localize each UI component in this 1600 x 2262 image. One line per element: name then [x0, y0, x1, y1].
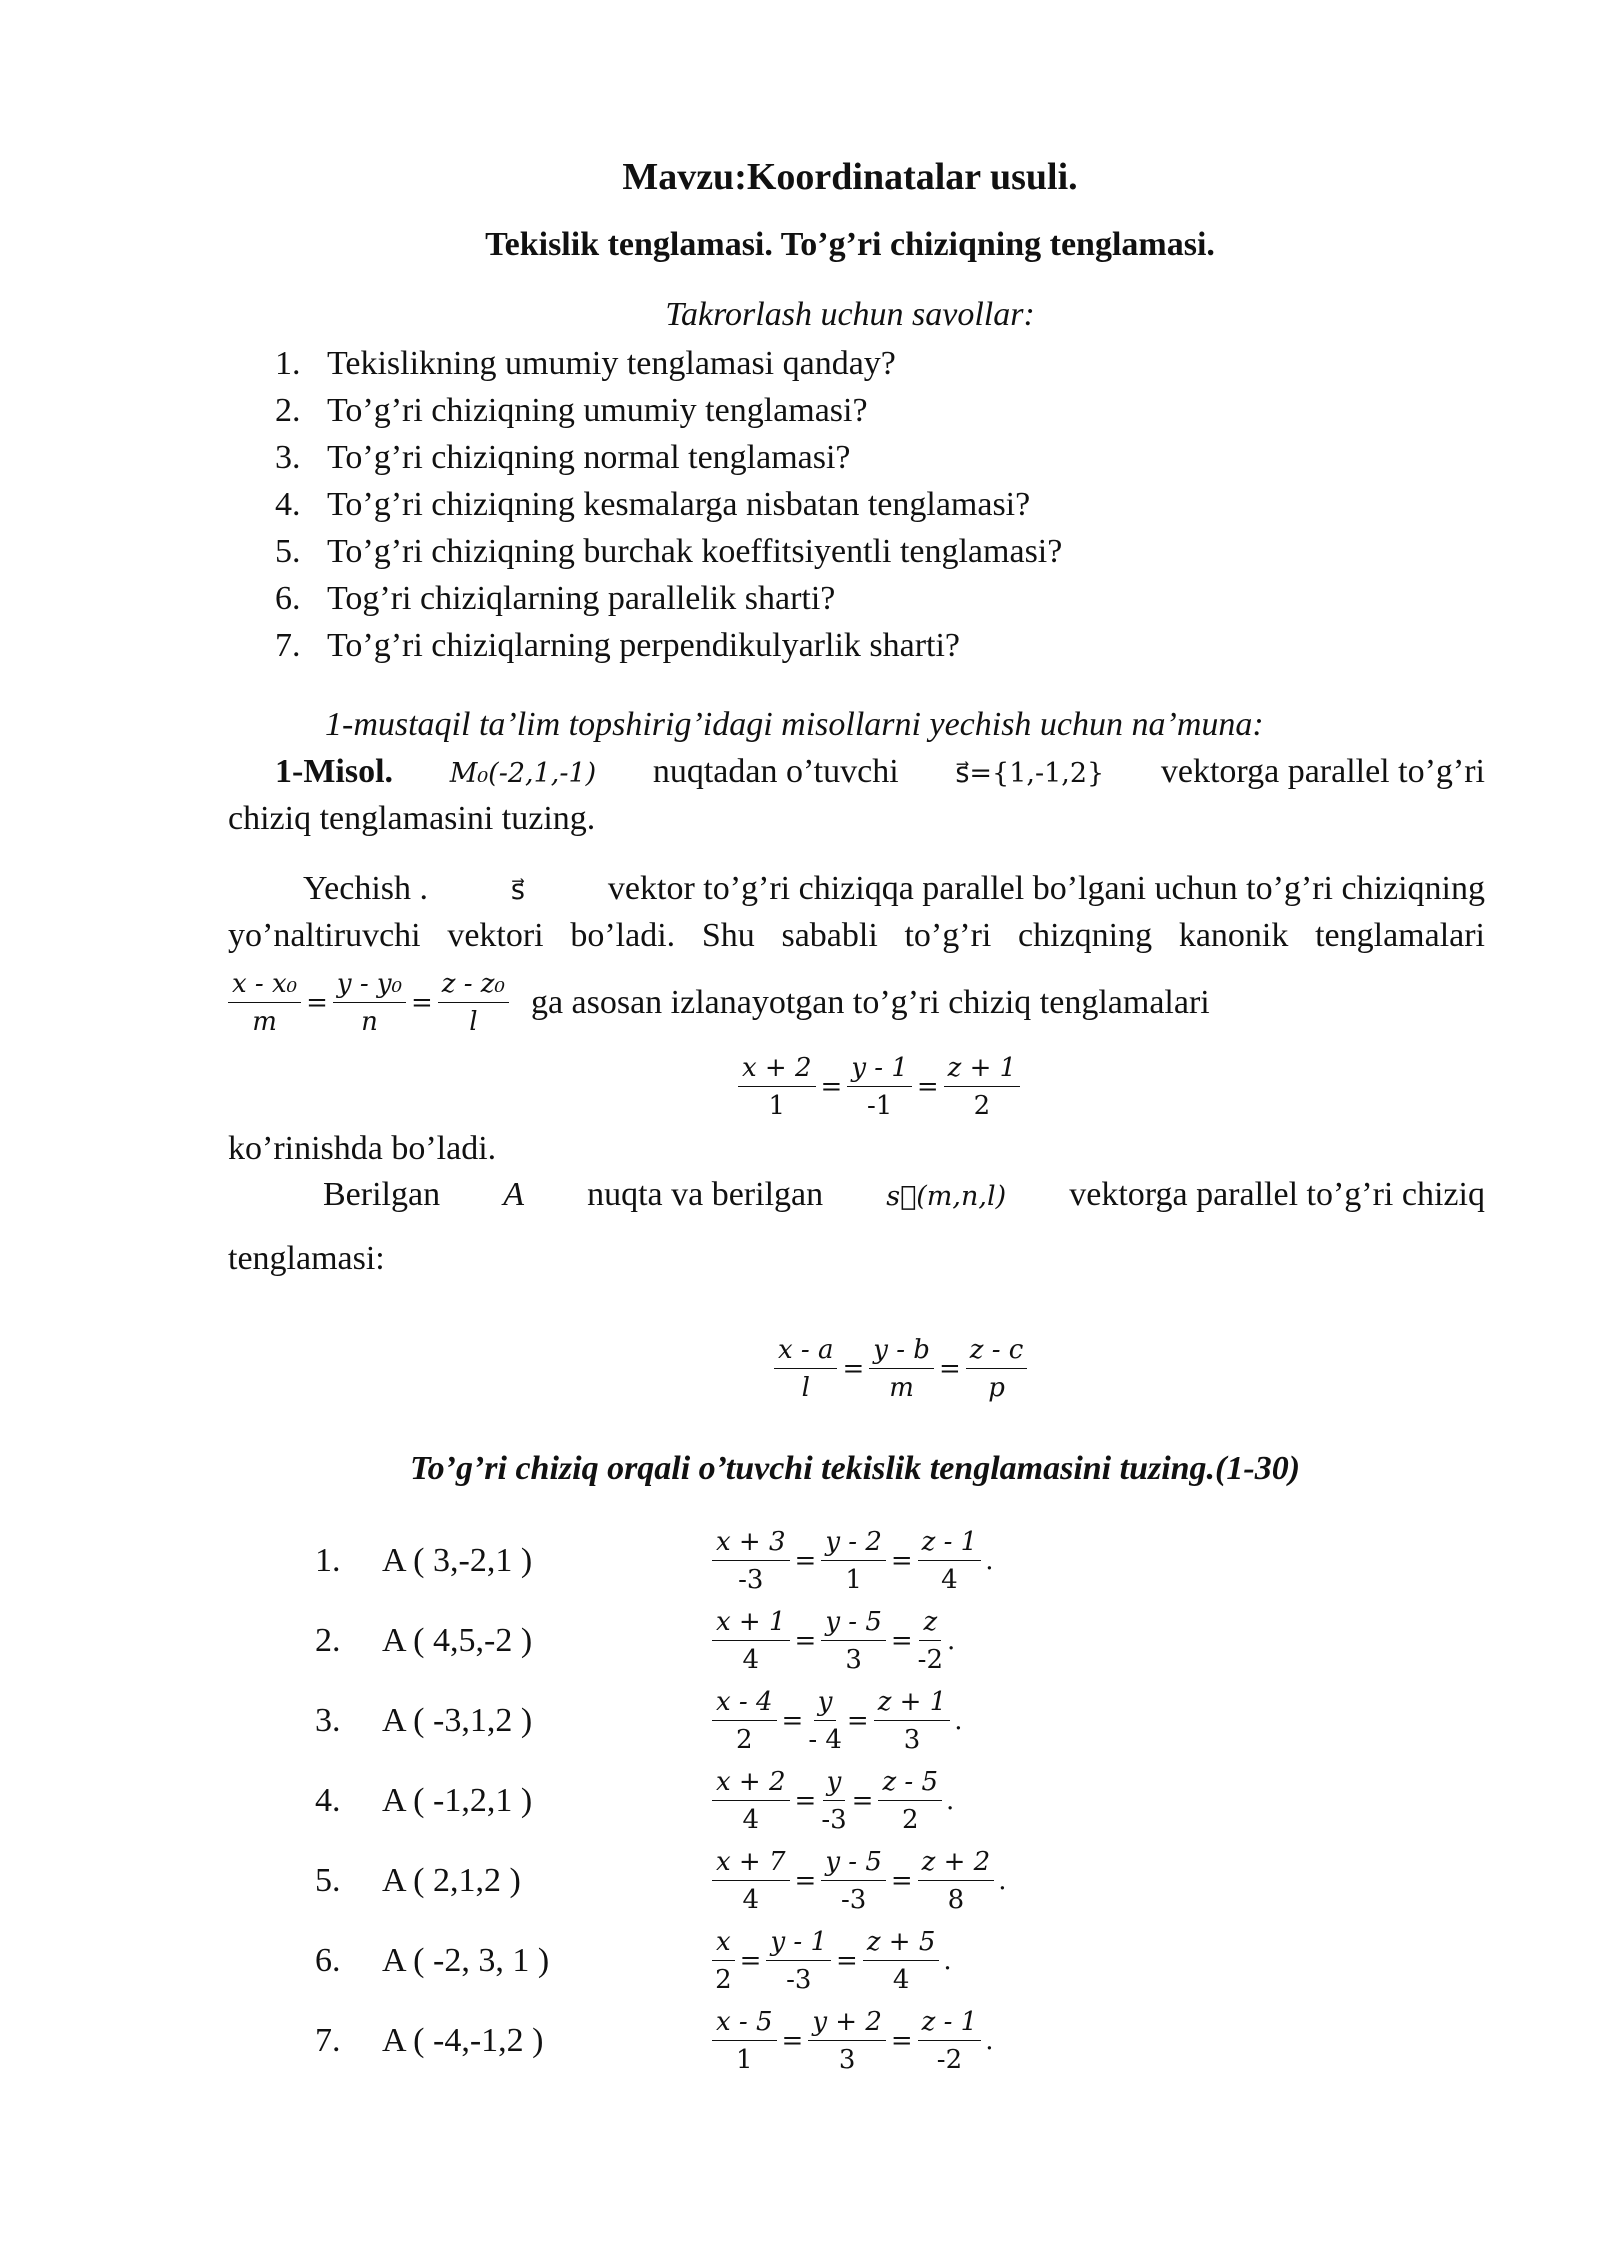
- question-item: 7. To’g’ri chiziqlarning perpendikulyarlik sharti?: [275, 627, 961, 664]
- solution-lead: Yechish .: [303, 870, 429, 907]
- fraction: [808, 2006, 886, 2076]
- task-number: 7.: [315, 2022, 341, 2059]
- given-vector: s⃗(m,n,l): [886, 1181, 1007, 1212]
- given-text-a: Berilgan: [323, 1176, 441, 1213]
- solution-line-1: [303, 870, 1485, 908]
- fraction: [712, 2006, 777, 2076]
- task-equation: [710, 2006, 994, 2076]
- given-text-c: nuqta va berilgan: [587, 1176, 824, 1213]
- task-point: A ( 3,-2,1 ): [382, 1542, 533, 1579]
- equals-sign: =: [836, 1946, 858, 1976]
- equals-sign: =: [794, 1866, 817, 1896]
- equals-sign: =: [794, 1626, 817, 1656]
- fraction-numerator: z + 1: [874, 1686, 951, 1721]
- example-line-2: chiziq tenglamasini tuzing.: [228, 800, 596, 837]
- fraction-denominator: -2: [917, 1645, 943, 1675]
- fraction-numerator: z: [919, 1606, 941, 1641]
- fraction-numerator: y + 2: [808, 2006, 886, 2041]
- fraction: [821, 1766, 846, 1836]
- question-item: 4. To’g’ri chiziqning kesmalarga nisbatan tenglamasi?: [275, 486, 1031, 523]
- fraction: [821, 1846, 886, 1916]
- fraction-denominator: -3: [840, 1885, 867, 1915]
- fraction: [712, 1846, 790, 1916]
- fraction-denominator: -2: [936, 2045, 963, 2075]
- fraction: [712, 1686, 777, 1756]
- task-equation: [710, 1766, 954, 1836]
- fraction: [918, 2006, 982, 2076]
- page-title: Mavzu:Koordinatalar usuli.: [622, 156, 1078, 198]
- canonical-equation: $\frac{\text{x - x₀}}{m}$ = $\frac{\text{y - y₀}}{n}$ = $\frac{\text{z - z₀}}{l}$: [226, 968, 511, 1038]
- task-row: [0, 1527, 1600, 1612]
- fraction-denominator: 8: [947, 1885, 965, 1915]
- general-equation: $\frac{x - a}{l}$ = $\frac{y - b}{m}$ = $\frac{z - c}{p}$: [772, 1334, 1029, 1404]
- fraction: [918, 1606, 943, 1676]
- task-row: [0, 1687, 1600, 1772]
- task-number: 5.: [315, 1862, 341, 1899]
- fraction-numerator: x + 2: [712, 1766, 790, 1801]
- task-point: A ( 4,5,-2 ): [382, 1622, 533, 1659]
- solution-ending: ko’rinishda bo’ladi.: [228, 1130, 497, 1167]
- task-point: A ( -3,1,2 ): [382, 1702, 533, 1739]
- equals-sign: =: [781, 1706, 804, 1736]
- task-equation: [710, 1606, 955, 1676]
- canonical-tail: ga asosan izlanayotgan to’g’ri chiziq tenglamalari: [530, 984, 1210, 1021]
- question-item: 3. To’g’ri chiziqning normal tenglamasi?: [275, 439, 851, 476]
- solution-line-1-text: vektor to’g’ri chiziqqa parallel bo’lgani uchun to’g’ri chiziqning: [607, 870, 1485, 907]
- fraction-numerator: z - 1: [918, 2006, 982, 2041]
- fraction: [874, 1686, 951, 1756]
- result-equation: $\frac{x + 2}{1}$ = $\frac{y - 1}{-1}$ = $\frac{z + 1}{2}$: [736, 1052, 1022, 1122]
- equals-sign: =: [739, 1946, 762, 1976]
- sample-heading: 1-mustaqil ta’lim topshirig’idagi misollarni yechish uchun na’muna:: [325, 706, 1264, 743]
- questions-list: [275, 340, 1062, 669]
- period: .: [998, 1866, 1007, 1896]
- fraction: [712, 1926, 735, 1996]
- vector-s: s⃗: [510, 875, 525, 906]
- given-line: [323, 1176, 1485, 1214]
- task-equation: [710, 1526, 994, 1596]
- period: .: [985, 2026, 994, 2056]
- fraction: [712, 1766, 790, 1836]
- task-point: A ( -2, 3, 1 ): [382, 1942, 550, 1979]
- fraction-numerator: y - 5: [821, 1606, 886, 1641]
- questions-heading: Takrorlash uchun savollar:: [665, 296, 1035, 333]
- task-number: 6.: [315, 1942, 341, 1979]
- fraction-denominator: 2: [715, 1965, 732, 1995]
- fraction-denominator: 3: [903, 1725, 921, 1755]
- example-line-1: [275, 753, 1485, 791]
- fraction-denominator: 4: [742, 1885, 760, 1915]
- given-line-2: tenglamasi:: [228, 1240, 385, 1277]
- fraction-numerator: x + 7: [712, 1846, 790, 1881]
- example-label: 1-Misol.: [275, 753, 394, 790]
- fraction: [821, 1526, 886, 1596]
- fraction-numerator: z - 1: [918, 1526, 982, 1561]
- fraction-denominator: 4: [742, 1805, 760, 1835]
- fraction: [808, 1686, 842, 1756]
- example-text-2: vektorga parallel to’g’ri: [1160, 753, 1485, 790]
- fraction-denominator: - 4: [808, 1725, 842, 1755]
- fraction: [918, 1526, 982, 1596]
- task-number: 4.: [315, 1782, 341, 1819]
- task-row: [0, 1927, 1600, 2012]
- equals-sign: =: [781, 2026, 804, 2056]
- page-subtitle: Tekislik tenglamasi. To’g’ri chiziqning tenglamasi.: [485, 226, 1215, 263]
- fraction-numerator: x - 4: [712, 1686, 777, 1721]
- period: .: [946, 1786, 955, 1816]
- fraction-numerator: y - 5: [821, 1846, 886, 1881]
- task-number: 3.: [315, 1702, 341, 1739]
- task-row: [0, 2007, 1600, 2092]
- task-number: 1.: [315, 1542, 341, 1579]
- fraction: [766, 1926, 831, 1996]
- task-equation: [710, 1926, 952, 1996]
- solution-line-2: yo’naltiruvchi vektori bo’ladi. Shu sababli to’g’ri chizqning kanonik tenglamalari: [228, 917, 1485, 954]
- fraction-denominator: -3: [738, 1565, 764, 1595]
- period: .: [943, 1946, 952, 1976]
- equals-sign: =: [890, 2026, 913, 2056]
- fraction: [712, 1526, 790, 1596]
- task-row: [0, 1767, 1600, 1852]
- fraction-denominator: 3: [845, 1645, 862, 1675]
- tasks-heading: To’g’ri chiziq orqali o’tuvchi tekislik tenglamasini tuzing.(1-30): [409, 1450, 1301, 1487]
- example-text-1: nuqtadan o’tuvchi: [652, 753, 899, 790]
- task-point: A ( -1,2,1 ): [382, 1782, 533, 1819]
- task-equation: [710, 1686, 963, 1756]
- task-number: 2.: [315, 1622, 341, 1659]
- task-point: A ( -4,-1,2 ): [382, 2022, 544, 2059]
- question-item: 2. To’g’ri chiziqning umumiy tenglamasi?: [275, 392, 868, 429]
- period: .: [954, 1706, 963, 1736]
- example-point: M₀(-2,1,-1): [449, 758, 597, 789]
- fraction: [821, 1606, 886, 1676]
- question-item: 6. Tog’ri chiziqlarning parallelik sharti?: [275, 580, 836, 617]
- given-text-d: vektorga parallel to’g’ri chiziq: [1069, 1176, 1485, 1213]
- task-equation: [710, 1846, 1007, 1916]
- fraction-numerator: z - 5: [878, 1766, 942, 1801]
- fraction-numerator: z + 2: [918, 1846, 995, 1881]
- task-row: [0, 1847, 1600, 1932]
- fraction-numerator: x + 1: [712, 1606, 790, 1641]
- equals-sign: =: [794, 1786, 817, 1816]
- equals-sign: =: [890, 1866, 913, 1896]
- task-row: [0, 1607, 1600, 1692]
- fraction-numerator: z + 5: [863, 1926, 940, 1961]
- equals-sign: =: [890, 1626, 913, 1656]
- question-item: 5. To’g’ri chiziqning burchak koeffitsiyentli tenglamasi?: [275, 533, 1063, 570]
- fraction-numerator: x - 5: [712, 2006, 777, 2041]
- fraction-numerator: y - 1: [766, 1926, 831, 1961]
- fraction-numerator: y: [823, 1766, 846, 1801]
- fraction: [918, 1846, 995, 1916]
- fraction-numerator: x + 3: [712, 1526, 790, 1561]
- canonical-equation-row: [226, 968, 1210, 1038]
- equals-sign: =: [851, 1786, 874, 1816]
- period: .: [985, 1546, 994, 1576]
- fraction-denominator: -3: [786, 1965, 812, 1995]
- fraction-denominator: 2: [735, 1725, 753, 1755]
- fraction-denominator: 3: [838, 2045, 856, 2075]
- given-point-label: A: [503, 1176, 524, 1213]
- equals-sign: =: [794, 1546, 817, 1576]
- example-vector: s⃗={1,-1,2}: [955, 758, 1105, 789]
- equals-sign: =: [846, 1706, 869, 1736]
- task-point: A ( 2,1,2 ): [382, 1862, 521, 1899]
- fraction-denominator: 2: [901, 1805, 919, 1835]
- fraction-numerator: y - 2: [821, 1526, 886, 1561]
- fraction-numerator: y: [814, 1686, 837, 1721]
- period: .: [947, 1626, 956, 1656]
- fraction-denominator: -3: [821, 1805, 847, 1835]
- fraction-denominator: 4: [742, 1645, 760, 1675]
- fraction: [863, 1926, 940, 1996]
- fraction-denominator: 1: [845, 1565, 862, 1595]
- fraction-denominator: 4: [892, 1965, 910, 1995]
- question-item: 1. Tekislikning umumiy tenglamasi qanday?: [275, 345, 896, 382]
- fraction: [878, 1766, 942, 1836]
- fraction-denominator: 4: [941, 1565, 958, 1595]
- fraction-denominator: 1: [735, 2045, 753, 2075]
- fraction-numerator: x: [712, 1926, 735, 1961]
- fraction: [712, 1606, 790, 1676]
- equals-sign: =: [890, 1546, 913, 1576]
